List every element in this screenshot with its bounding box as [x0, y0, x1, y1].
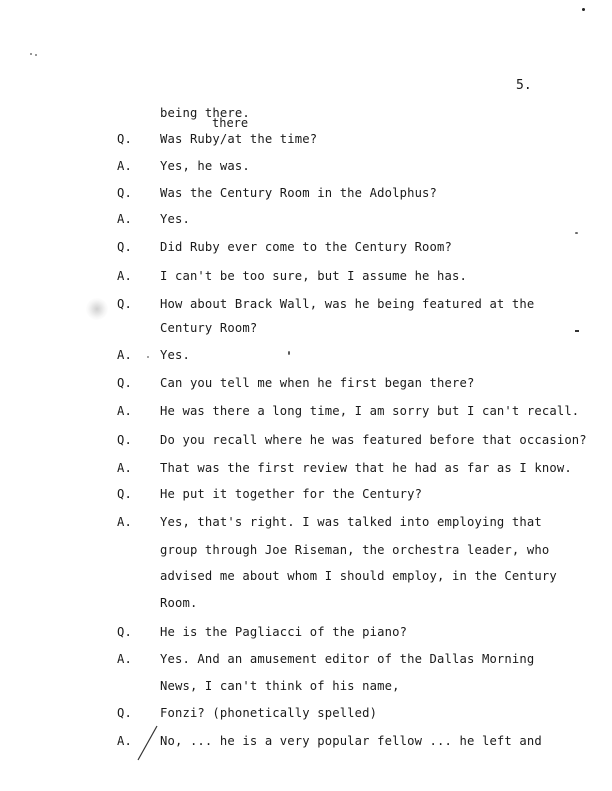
- speaker-label: A.: [117, 348, 132, 362]
- handwritten-insertion: there: [212, 116, 249, 130]
- speaker-label: Q.: [117, 297, 132, 311]
- speaker-label: A.: [117, 404, 132, 418]
- line-text: Was the Century Room in the Adolphus?: [160, 186, 438, 200]
- line-text: Can you tell me when he first began there?: [160, 376, 475, 390]
- speaker-label: A.: [117, 269, 132, 283]
- line-text: No, ... he is a very popular fellow ... he left and: [160, 734, 542, 748]
- speaker-label: Q.: [117, 625, 132, 639]
- line-text: being there.: [160, 106, 250, 120]
- dust-speck: [30, 53, 32, 55]
- line-text: He was there a long time, I am sorry but I can't recall.: [160, 404, 580, 418]
- line-text: Fonzi? (phonetically spelled): [160, 706, 378, 720]
- line-text: He put it together for the Century?: [160, 487, 423, 501]
- line-text: He is the Pagliacci of the piano?: [160, 625, 408, 639]
- speaker-label: Q.: [117, 433, 132, 447]
- line-text: Yes, that's right. I was talked into employing that: [160, 515, 542, 529]
- speaker-label: A.: [117, 461, 132, 475]
- dust-speck: [35, 54, 37, 56]
- speaker-label: A.: [117, 652, 132, 666]
- line-text: advised me about whom I should employ, in the Century: [160, 569, 557, 583]
- line-text: Yes, he was.: [160, 159, 250, 173]
- line-text: News, I can't think of his name,: [160, 679, 400, 693]
- line-text: Room.: [160, 596, 198, 610]
- speaker-label: A.: [117, 159, 132, 173]
- speaker-label: Q.: [117, 706, 132, 720]
- speaker-label: Q.: [117, 186, 132, 200]
- line-text: That was the first review that he had as far as I know.: [160, 461, 572, 475]
- speaker-label: A.: [117, 734, 132, 748]
- line-text: Do you recall where he was featured before that occasion?: [160, 433, 587, 447]
- dust-speck: [147, 356, 149, 358]
- line-text: group through Joe Riseman, the orchestra leader, who: [160, 543, 550, 557]
- page-number: 5.: [516, 78, 532, 93]
- speaker-label: Q.: [117, 487, 132, 501]
- dust-speck: [582, 8, 585, 11]
- line-text: Did Ruby ever come to the Century Room?: [160, 240, 453, 254]
- dust-speck: [288, 351, 290, 355]
- ink-smudge: [86, 298, 108, 320]
- line-text: Yes. And an amusement editor of the Dallas Morning: [160, 652, 535, 666]
- line-text: Century Room?: [160, 321, 258, 335]
- line-text: Yes.: [160, 348, 190, 362]
- line-text: I can't be too sure, but I assume he has.: [160, 269, 467, 283]
- speaker-label: A.: [117, 515, 132, 529]
- line-text: Yes.: [160, 212, 190, 226]
- pen-mark: [135, 724, 159, 762]
- speaker-label: Q.: [117, 376, 132, 390]
- dust-speck: [575, 330, 579, 332]
- line-text: How about Brack Wall, was he being featured at the: [160, 297, 535, 311]
- speaker-label: A.: [117, 212, 132, 226]
- speaker-label: Q.: [117, 240, 132, 254]
- dust-speck: [575, 232, 578, 234]
- speaker-label: Q.: [117, 132, 132, 146]
- line-text: Was Ruby/at the time?: [160, 132, 318, 146]
